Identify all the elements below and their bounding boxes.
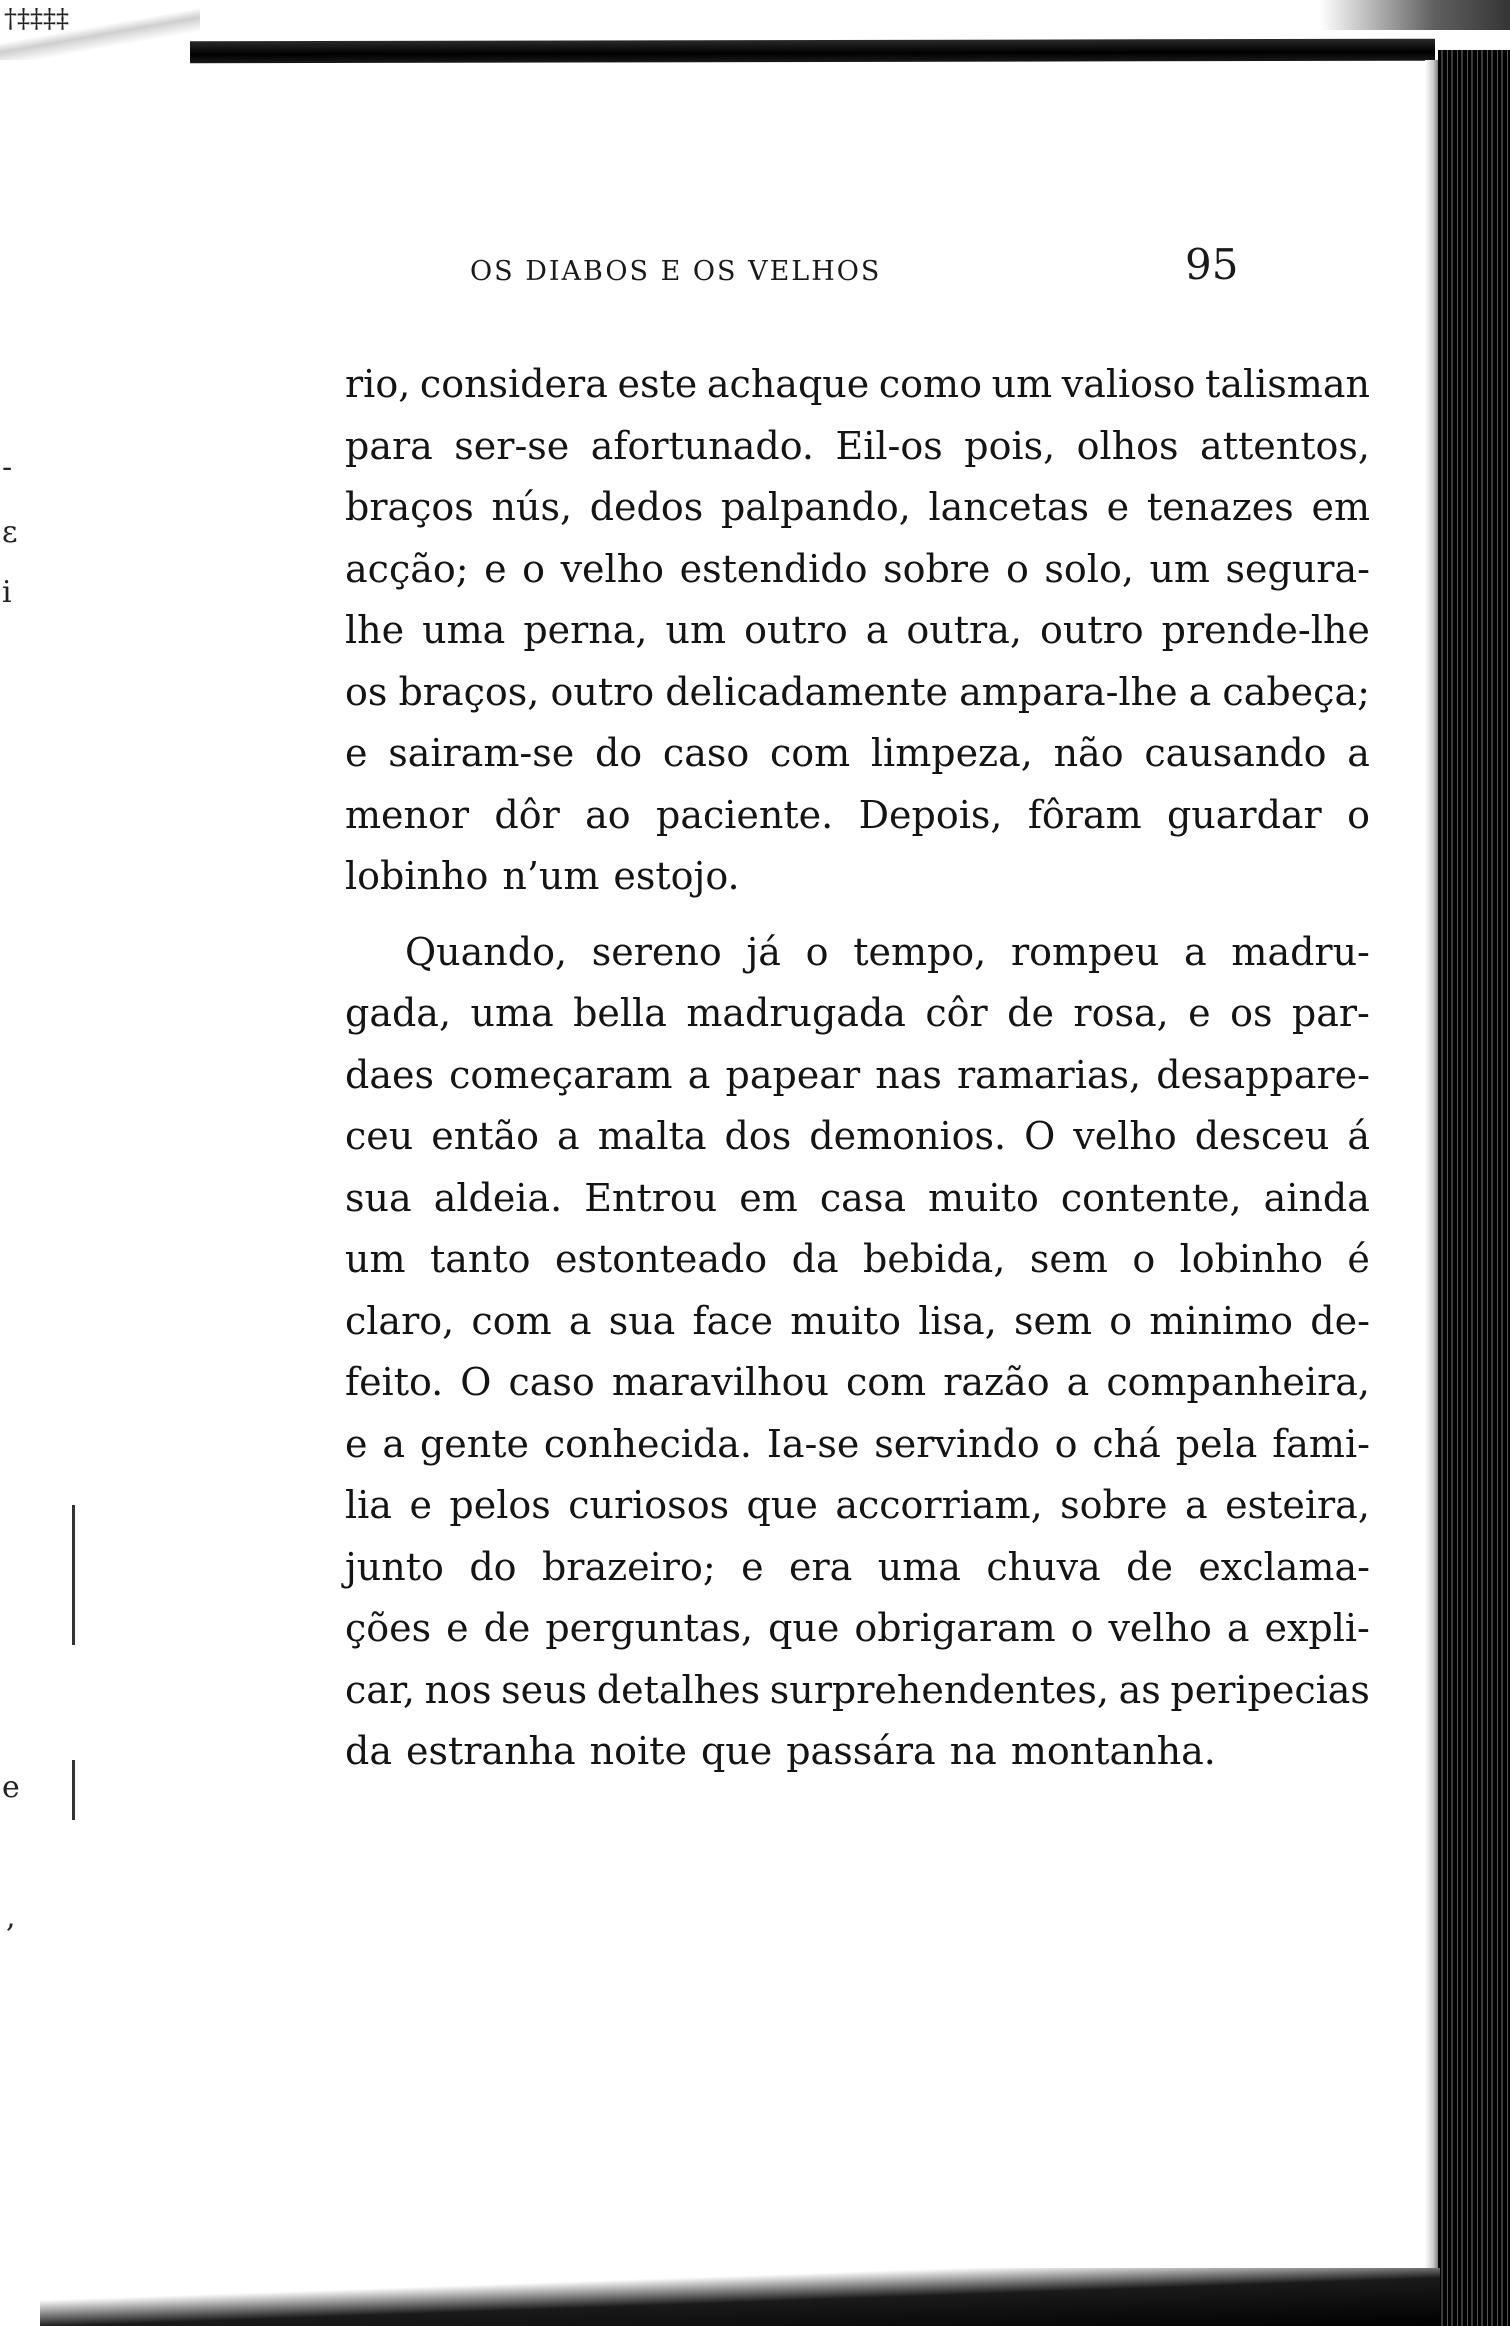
- word: detalhes: [596, 1667, 761, 1712]
- text-line: [345, 600, 1370, 662]
- word: curiosos: [568, 1483, 730, 1527]
- margin-mark: e: [2, 1770, 20, 1805]
- word: rompeu: [1010, 929, 1160, 974]
- word: conhecida.: [543, 1421, 752, 1466]
- word: rosa,: [1073, 991, 1169, 1035]
- scan-top-right-shadow: [1320, 0, 1510, 30]
- word: paciente.: [656, 792, 834, 837]
- word: os: [1230, 991, 1273, 1035]
- word: o: [1054, 1421, 1078, 1466]
- word: o: [1109, 1298, 1133, 1343]
- word: de: [1126, 1544, 1173, 1589]
- word: expli-: [1264, 1606, 1370, 1650]
- word: accorriam,: [835, 1483, 1043, 1527]
- word: ainda: [1263, 1175, 1370, 1220]
- word: nos: [424, 1667, 492, 1712]
- word: sairam-se: [388, 731, 575, 775]
- text-line: [345, 1721, 1370, 1783]
- word: a: [865, 608, 889, 652]
- word: gada,: [345, 991, 452, 1035]
- word: o: [1347, 792, 1370, 837]
- text-line: [345, 662, 1370, 724]
- text-line: [345, 723, 1370, 785]
- word: nas: [875, 1052, 942, 1097]
- word: tanto: [429, 1237, 531, 1281]
- margin-rule: [72, 1505, 75, 1645]
- word: á: [1347, 1114, 1370, 1158]
- text-line: [345, 1660, 1370, 1722]
- word: em: [739, 1175, 798, 1220]
- margin-mark: i: [2, 575, 12, 610]
- word: a: [687, 1052, 711, 1097]
- word: não: [1053, 731, 1124, 775]
- word: sem: [1014, 1298, 1093, 1343]
- word: estonteado: [554, 1237, 768, 1281]
- word: ramarias,: [957, 1052, 1142, 1097]
- word: dedos: [589, 485, 704, 529]
- word: car,: [345, 1667, 416, 1712]
- word: servindo: [874, 1421, 1040, 1466]
- word: a: [1066, 1360, 1090, 1404]
- word: sobre: [1060, 1483, 1168, 1527]
- text-line: [345, 1414, 1370, 1476]
- word: razão: [943, 1360, 1050, 1404]
- word: malta: [597, 1114, 707, 1158]
- word: já: [746, 929, 781, 974]
- page-number: 95: [1185, 240, 1239, 289]
- word: pois,: [964, 423, 1056, 468]
- word: daes: [345, 1052, 434, 1097]
- word: acção;: [345, 546, 469, 591]
- word: um: [665, 608, 727, 652]
- word: menor: [345, 792, 470, 837]
- word: caso: [508, 1360, 595, 1404]
- scan-book-edge: [1438, 50, 1510, 2326]
- word: estendido: [679, 546, 868, 591]
- word: velho: [1108, 1606, 1212, 1650]
- word: desappare-: [1156, 1052, 1370, 1097]
- word: a: [1184, 929, 1207, 974]
- word: a: [1188, 669, 1212, 714]
- word: a: [1184, 1483, 1208, 1527]
- word: que: [768, 1606, 840, 1650]
- word: que: [700, 1729, 773, 1773]
- word: do: [469, 1544, 517, 1589]
- word: claro,: [345, 1298, 455, 1343]
- word: de-: [1310, 1298, 1370, 1343]
- word: feito.: [345, 1360, 444, 1404]
- text-line: [345, 1352, 1370, 1414]
- word: Ia-se: [766, 1421, 860, 1466]
- word: Depois,: [858, 792, 1003, 837]
- word: talisman: [1205, 362, 1370, 406]
- word: outro: [744, 608, 848, 652]
- word: um: [345, 1237, 406, 1281]
- word: olhos: [1076, 423, 1179, 468]
- word: a: [382, 1421, 406, 1466]
- word: outro: [1039, 608, 1144, 652]
- word: e: [484, 546, 507, 591]
- word: lisa,: [918, 1298, 997, 1343]
- word: e: [741, 1544, 764, 1589]
- word: velho: [560, 546, 665, 591]
- word: perguntas,: [545, 1606, 754, 1650]
- word: Entrou: [584, 1175, 718, 1220]
- word: maravilhou: [611, 1360, 829, 1404]
- word: muito: [790, 1298, 902, 1343]
- word: chá: [1092, 1421, 1161, 1466]
- text-line: [345, 1598, 1370, 1660]
- word: fôram: [1027, 792, 1142, 837]
- word: sobre: [883, 546, 991, 591]
- word: ser-se: [454, 423, 570, 468]
- word: fami-: [1272, 1421, 1370, 1466]
- text-line: [345, 785, 1370, 847]
- text-line: [345, 922, 1370, 984]
- word: lobinho: [345, 854, 489, 898]
- word: estojo.: [613, 854, 740, 898]
- word: a: [568, 1298, 592, 1343]
- text-line: [345, 1168, 1370, 1230]
- word: um: [1149, 546, 1210, 591]
- word: sereno: [591, 929, 722, 974]
- word: cabeça;: [1222, 669, 1370, 714]
- word: caso: [662, 731, 750, 775]
- word: Quando,: [405, 929, 568, 974]
- word: a: [557, 1114, 580, 1158]
- word: esteira,: [1225, 1483, 1370, 1527]
- scan-bottom-edge: [40, 2268, 1440, 2326]
- word: considera: [419, 362, 608, 406]
- word: tempo,: [853, 929, 987, 974]
- text-line: [345, 539, 1370, 601]
- word: Eil-os: [835, 423, 943, 468]
- word: com: [769, 731, 851, 775]
- word: O: [1024, 1114, 1056, 1158]
- word: gente: [419, 1421, 529, 1466]
- word: outra,: [906, 608, 1022, 652]
- word: peripecias: [1170, 1667, 1370, 1712]
- word: junto: [345, 1544, 444, 1589]
- text-line: [345, 1537, 1370, 1599]
- word: estranha: [405, 1729, 576, 1773]
- word: a: [1347, 731, 1370, 775]
- word: e: [446, 1606, 469, 1650]
- word: perna,: [523, 608, 648, 652]
- word: ceu: [345, 1114, 414, 1158]
- word: da: [345, 1729, 392, 1773]
- running-title: OS DIABOS E OS VELHOS: [470, 256, 882, 287]
- word: passára: [786, 1729, 936, 1773]
- paragraph-gap: [345, 908, 1370, 922]
- word: ções: [345, 1606, 432, 1650]
- word: sem: [1029, 1237, 1108, 1281]
- word: nús,: [491, 485, 573, 529]
- word: o: [1005, 546, 1029, 591]
- text-line: [345, 1475, 1370, 1537]
- word: causando: [1144, 731, 1327, 775]
- word: ao: [585, 792, 631, 837]
- word: par-: [1291, 991, 1370, 1035]
- word: attentos,: [1200, 423, 1370, 468]
- word: era: [789, 1544, 853, 1589]
- word: uma: [422, 608, 506, 652]
- word: limpeza,: [870, 731, 1033, 775]
- word: lia: [345, 1483, 392, 1527]
- word: chuva: [986, 1544, 1101, 1589]
- word: solo,: [1044, 546, 1134, 591]
- text-line: [345, 846, 1370, 908]
- word: este: [617, 362, 698, 406]
- scan-top-edge: [190, 39, 1435, 64]
- word: achaque: [706, 362, 870, 406]
- word: uma: [470, 991, 554, 1035]
- word: bella: [573, 991, 667, 1035]
- word: lancetas: [928, 485, 1089, 529]
- word: sua: [608, 1298, 676, 1343]
- word: brazeiro;: [541, 1544, 716, 1589]
- text-line: [345, 354, 1370, 416]
- word: seus: [501, 1667, 588, 1712]
- word: os: [345, 669, 388, 714]
- scan-page-curl-shadow: [1425, 60, 1439, 2326]
- word: afortunado.: [590, 423, 815, 468]
- word: guardar: [1166, 792, 1322, 837]
- word: n’um: [502, 854, 600, 898]
- word: que: [746, 1483, 818, 1527]
- margin-mark: -: [2, 450, 13, 485]
- body-text: [345, 354, 1370, 1783]
- word: como: [878, 362, 982, 406]
- word: desceu: [1194, 1114, 1330, 1158]
- word: delicadamente: [665, 669, 949, 714]
- word: surprehendentes,: [769, 1667, 1109, 1712]
- word: valioso: [1061, 362, 1196, 406]
- word: muito: [928, 1175, 1039, 1220]
- text-line: [345, 1045, 1370, 1107]
- word: demonios.: [809, 1114, 1007, 1158]
- word: braços: [345, 485, 474, 529]
- word: o: [805, 929, 829, 974]
- word: pela: [1175, 1421, 1258, 1466]
- word: velho: [1073, 1114, 1177, 1158]
- word: companheira,: [1106, 1360, 1370, 1404]
- word: uma: [877, 1544, 961, 1589]
- word: exclama-: [1198, 1544, 1370, 1589]
- word: pelos: [449, 1483, 551, 1527]
- text-line: [345, 983, 1370, 1045]
- text-line: [345, 1291, 1370, 1353]
- margin-mark: ε: [2, 515, 18, 550]
- margin-mark-top-left: †‡‡‡‡: [4, 4, 69, 34]
- word: noite: [589, 1729, 687, 1773]
- text-line: [345, 1106, 1370, 1168]
- word: e: [1188, 991, 1211, 1035]
- word: sua: [345, 1175, 412, 1220]
- word: com: [471, 1298, 552, 1343]
- word: e: [409, 1483, 432, 1527]
- word: rio,: [345, 362, 411, 406]
- word: o: [1070, 1606, 1094, 1650]
- word: o: [522, 546, 546, 591]
- word: papear: [725, 1052, 861, 1097]
- word: O: [460, 1360, 492, 1404]
- word: é: [1347, 1237, 1370, 1281]
- word: casa: [819, 1175, 906, 1220]
- word: braços,: [398, 669, 540, 714]
- word: dôr: [494, 792, 560, 837]
- word: o: [1132, 1237, 1156, 1281]
- text-line: [345, 477, 1370, 539]
- word: contente,: [1060, 1175, 1242, 1220]
- word: segura-: [1225, 546, 1370, 591]
- word: da: [791, 1237, 839, 1281]
- word: madrugada: [686, 991, 906, 1035]
- word: as: [1118, 1667, 1161, 1712]
- word: com: [845, 1360, 927, 1404]
- word: um: [991, 362, 1053, 406]
- word: dos: [724, 1114, 792, 1158]
- word: do: [594, 731, 643, 775]
- word: palpando,: [720, 485, 911, 529]
- word: côr: [925, 991, 988, 1035]
- word: a: [1226, 1606, 1250, 1650]
- word: face: [692, 1298, 774, 1343]
- margin-mark: ,: [6, 1900, 16, 1935]
- word: e: [1106, 485, 1130, 529]
- word: ampara-lhe: [959, 669, 1178, 714]
- word: obrigaram: [854, 1606, 1056, 1650]
- word: e: [345, 731, 368, 775]
- word: em: [1311, 485, 1370, 529]
- word: lobinho: [1179, 1237, 1323, 1281]
- word: minimo: [1149, 1298, 1294, 1343]
- word: bebida,: [863, 1237, 1006, 1281]
- word: lhe: [345, 608, 405, 652]
- word: tenazes: [1146, 485, 1294, 529]
- word: para: [345, 423, 433, 468]
- word: aldeia.: [433, 1175, 563, 1220]
- word: na: [949, 1729, 997, 1773]
- word: madru-: [1231, 929, 1370, 974]
- word: começaram: [449, 1052, 673, 1097]
- word: e: [345, 1421, 368, 1466]
- word: de: [483, 1606, 531, 1650]
- word: montanha.: [1010, 1729, 1216, 1773]
- word: de: [1007, 991, 1054, 1035]
- word: então: [431, 1114, 540, 1158]
- margin-rule: [72, 1760, 75, 1820]
- text-line: [345, 1229, 1370, 1291]
- text-line: [345, 416, 1370, 478]
- word: outro: [550, 669, 655, 714]
- word: prende-lhe: [1161, 608, 1370, 652]
